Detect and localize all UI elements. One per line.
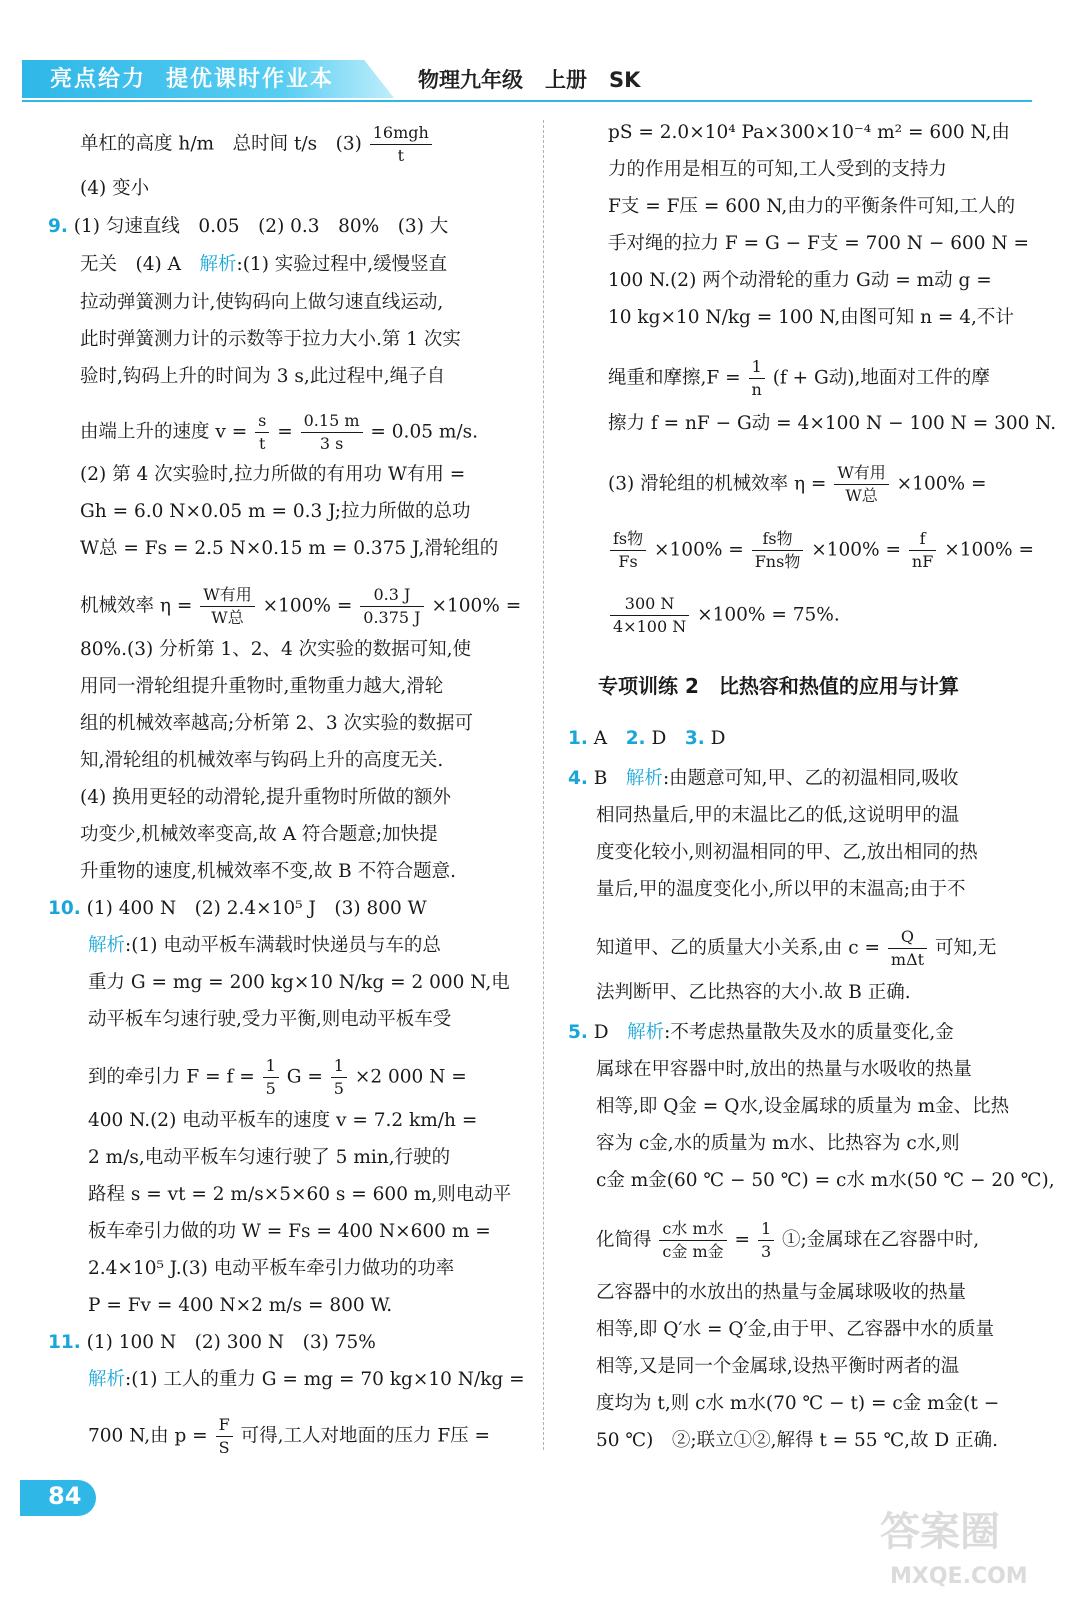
text-line bbox=[88, 1055, 467, 1100]
numerator: 1 bbox=[749, 356, 765, 379]
text: = 0.05 m/s. bbox=[370, 421, 479, 443]
text-line: 10 kg×10 N/kg = 100 N,由图可知 n = 4,不计 bbox=[608, 307, 1014, 328]
text-line: 手对绳的拉力 F = G − F支 = 700 N − 600 N = bbox=[608, 233, 1030, 254]
header-brand bbox=[50, 62, 334, 93]
text-line: 度变化较小,则初温相同的甲、乙,放出相同的热 bbox=[596, 842, 978, 863]
text-line: 板车牵引力做的功 W = Fs = 400 N×600 m = bbox=[88, 1221, 491, 1242]
answer: B bbox=[593, 768, 608, 789]
text-line: 力的作用是相互的可知,工人受到的支持力 bbox=[608, 159, 947, 180]
text-line: 2.4×10⁵ J.(3) 电动平板车牵引力做功的功率 bbox=[88, 1258, 455, 1279]
text-line: (4) 换用更轻的动滑轮,提升重物时所做的额外 bbox=[80, 787, 451, 808]
numerator: c水 m水 bbox=[659, 1218, 726, 1241]
text-line: 擦力 f = nF − G动 = 4×100 N − 100 N = 300 N. bbox=[608, 413, 1057, 434]
text-line: 功变少,机械效率变高,故 A 符合题意;加快提 bbox=[80, 824, 438, 845]
text-line: 2 m/s,电动平板车匀速行驶了 5 min,行驶的 bbox=[88, 1147, 451, 1168]
page-number: 84 bbox=[48, 1482, 82, 1510]
numerator: 300 N bbox=[610, 593, 689, 616]
text-line: 验时,钩码上升的时间为 3 s,此过程中,绳子自 bbox=[80, 366, 446, 387]
text: 机械效率 η = bbox=[80, 595, 193, 617]
denominator: 3 bbox=[760, 1242, 772, 1261]
text-line bbox=[88, 931, 441, 961]
column-divider bbox=[543, 120, 544, 1450]
fraction bbox=[216, 1414, 233, 1459]
text-line bbox=[608, 593, 840, 638]
fraction bbox=[758, 1218, 774, 1263]
text-line: 相等,又是同一个金属球,设热平衡时两者的温 bbox=[596, 1356, 960, 1377]
fraction bbox=[610, 593, 689, 638]
numerator: 16mgh bbox=[370, 122, 432, 145]
numerator: s bbox=[255, 410, 269, 433]
text-line bbox=[608, 528, 1034, 573]
denominator: Fns物 bbox=[754, 552, 801, 571]
text: ×100% = bbox=[654, 539, 744, 561]
fraction bbox=[331, 1055, 347, 1100]
edition-label: SK bbox=[609, 68, 641, 92]
numerator: f bbox=[909, 528, 936, 551]
text: (1) 匀速直线 0.05 (2) 0.3 80% (3) 大 bbox=[73, 216, 449, 237]
analysis-label: 解析 bbox=[199, 254, 237, 275]
answer: D bbox=[593, 1022, 609, 1043]
question-4-line bbox=[568, 764, 958, 794]
numerator: 0.3 J bbox=[360, 584, 423, 607]
text-line bbox=[88, 1365, 525, 1395]
text-line: 知,滑轮组的机械效率与钩码上升的高度无关. bbox=[80, 750, 444, 771]
text: = bbox=[277, 421, 293, 443]
question-number: 3. bbox=[684, 728, 705, 749]
denominator: Fs bbox=[618, 552, 638, 571]
text-line: (4) 变小 bbox=[80, 178, 150, 199]
fraction bbox=[263, 1055, 279, 1100]
denominator: c金 m金 bbox=[662, 1242, 724, 1261]
fraction bbox=[909, 528, 936, 573]
text: (3) 滑轮组的机械效率 η = bbox=[608, 473, 827, 495]
denominator: 0.375 J bbox=[363, 608, 421, 627]
analysis-label: 解析 bbox=[88, 1369, 126, 1390]
page-header bbox=[0, 0, 1072, 104]
text: :不考虑热量散失及水的质量变化,金 bbox=[664, 1022, 954, 1043]
text: G = bbox=[286, 1066, 323, 1088]
text-line: W总 = Fs = 2.5 N×0.15 m = 0.375 J,滑轮组的 bbox=[80, 538, 499, 559]
text-line: 相等,即 Q金 = Q水,设金属球的质量为 m金、比热 bbox=[596, 1096, 1010, 1117]
question-number: 5. bbox=[568, 1022, 588, 1043]
question-11-line bbox=[48, 1328, 376, 1358]
denominator: t bbox=[397, 146, 404, 165]
text: (f + G动),地面对工件的摩 bbox=[772, 367, 990, 389]
fraction bbox=[659, 1218, 726, 1263]
text: ①;金属球在乙容器中时, bbox=[782, 1229, 980, 1251]
text: 绳重和摩擦,F = bbox=[608, 367, 741, 389]
watermark-text: 答案圈 bbox=[880, 1509, 1000, 1555]
denominator: nF bbox=[911, 552, 934, 571]
text-line bbox=[80, 122, 434, 167]
numerator: Q bbox=[888, 926, 927, 949]
analysis-label: 解析 bbox=[625, 768, 663, 789]
analysis-label: 解析 bbox=[88, 935, 126, 956]
text-line bbox=[80, 410, 478, 455]
answer: D bbox=[710, 728, 726, 749]
text-line: 动平板车匀速行驶,受力平衡,则电动平板车受 bbox=[88, 1009, 452, 1030]
denominator: 5 bbox=[333, 1079, 344, 1098]
text: 知道甲、乙的质量大小关系,由 c = bbox=[596, 937, 881, 959]
fraction bbox=[360, 584, 423, 629]
text: ×100% = 75%. bbox=[697, 604, 840, 626]
numerator: fs物 bbox=[610, 528, 646, 551]
watermark-logo bbox=[870, 1495, 1050, 1595]
text-line: pS = 2.0×10⁴ Pa×300×10⁻⁴ m² = 600 N,由 bbox=[608, 122, 1010, 143]
denominator: 4×100 N bbox=[613, 617, 687, 636]
text: 700 N,由 p = bbox=[88, 1425, 208, 1447]
text-line: 属球在甲容器中时,放出的热量与水吸收的热量 bbox=[596, 1059, 972, 1080]
header-subject bbox=[418, 64, 662, 94]
brand-subtitle: 提优课时作业本 bbox=[166, 67, 335, 92]
numerator: 1 bbox=[758, 1218, 774, 1241]
fraction bbox=[370, 122, 432, 167]
text: (1) 400 N (2) 2.4×10⁵ J (3) 800 W bbox=[86, 898, 427, 919]
denominator: 3 s bbox=[319, 434, 344, 453]
fraction bbox=[255, 410, 269, 455]
text-line: 用同一滑轮组提升重物时,重物重力越大,滑轮 bbox=[80, 676, 444, 697]
text-line: (2) 第 4 次实验时,拉力所做的有用功 W有用 = bbox=[80, 464, 466, 485]
text-line: F支 = F压 = 600 N,由力的平衡条件可知,工人的 bbox=[608, 196, 1016, 217]
section-title: 专项训练 2 比热容和热值的应用与计算 bbox=[598, 674, 959, 698]
header-rule bbox=[22, 100, 1032, 102]
brand-title: 亮点给力 bbox=[50, 67, 147, 92]
question-number: 2. bbox=[625, 728, 646, 749]
text: :由题意可知,甲、乙的初温相同,吸收 bbox=[662, 768, 959, 789]
text: 单杠的高度 bbox=[80, 133, 173, 155]
fraction bbox=[834, 462, 888, 507]
text-line: 组的机械效率越高;分析第 2、3 次实验的数据可 bbox=[80, 713, 474, 734]
denominator: W总 bbox=[211, 608, 244, 627]
numerator: F bbox=[216, 1414, 233, 1437]
text-line: Gh = 6.0 N×0.05 m = 0.3 J;拉力所做的总功 bbox=[80, 501, 471, 522]
answers-1-3-line bbox=[568, 724, 725, 754]
fraction bbox=[888, 926, 927, 971]
numerator: 0.15 m bbox=[301, 410, 363, 433]
denominator: mΔt bbox=[890, 950, 925, 969]
text: 无关 (4) A bbox=[80, 254, 181, 275]
text: :(1) 实验过程中,缓慢竖直 bbox=[236, 254, 448, 275]
text: ×100% = bbox=[811, 539, 901, 561]
numerator: W有用 bbox=[834, 462, 888, 485]
text: 由端上升的速度 v = bbox=[80, 421, 248, 443]
text-line: 度均为 t,则 c水 m水(70 ℃ − t) = c金 m金(t − bbox=[596, 1393, 1000, 1414]
text-line: 相同热量后,甲的末温比乙的低,这说明甲的温 bbox=[596, 805, 960, 826]
text-line: 法判断甲、乙比热容的大小.故 B 正确. bbox=[596, 982, 911, 1003]
text-line bbox=[80, 584, 521, 629]
text: ×2 000 N = bbox=[354, 1066, 467, 1088]
question-number: 9. bbox=[48, 216, 68, 237]
numerator: W有用 bbox=[200, 584, 254, 607]
text-line: 50 ℃) ②;联立①②,解得 t = 55 ℃,故 D 正确. bbox=[596, 1430, 998, 1451]
text: ×100% = bbox=[262, 595, 353, 617]
text: ×100% = bbox=[896, 473, 987, 495]
text: 化简得 bbox=[596, 1229, 652, 1251]
text-line: 拉动弹簧测力计,使钩码向上做匀速直线运动, bbox=[80, 292, 444, 313]
text: (1) 100 N (2) 300 N (3) 75% bbox=[86, 1332, 376, 1353]
question-9-line bbox=[48, 212, 448, 242]
text-line: 量后,甲的温度变化小,所以甲的末温高;由于不 bbox=[596, 879, 966, 900]
text: :(1) 电动平板车满载时快递员与车的总 bbox=[125, 935, 441, 956]
text-line: c金 m金(60 ℃ − 50 ℃) = c水 m水(50 ℃ − 20 ℃), bbox=[596, 1170, 1055, 1191]
text: = bbox=[734, 1229, 751, 1251]
text-line: 路程 s = vt = 2 m/s×5×60 s = 600 m,则电动平 bbox=[88, 1184, 512, 1205]
fraction bbox=[749, 356, 765, 401]
text-line: 容为 c金,水的质量为 m水、比热容为 c水,则 bbox=[596, 1133, 960, 1154]
text-line: 乙容器中的水放出的热量与金属球吸收的热量 bbox=[596, 1282, 967, 1303]
numerator: fs物 bbox=[752, 528, 804, 551]
text-line: 重力 G = mg = 200 kg×10 N/kg = 2 000 N,电 bbox=[88, 972, 510, 993]
numerator: 1 bbox=[331, 1055, 347, 1078]
watermark-url: MXQE.COM bbox=[890, 1564, 1028, 1589]
text-line bbox=[596, 1218, 979, 1263]
fraction bbox=[200, 584, 254, 629]
text-line bbox=[596, 926, 996, 971]
text-line: 升重物的速度,机械效率不变,故 B 不符合题意. bbox=[80, 861, 456, 882]
text: :(1) 工人的重力 G = mg = 70 kg×10 N/kg = bbox=[125, 1369, 525, 1390]
text-line: 相等,即 Q′水 = Q′金,由于甲、乙容器中水的质量 bbox=[596, 1319, 995, 1340]
question-5-line bbox=[568, 1018, 954, 1048]
denominator: W总 bbox=[845, 486, 878, 505]
denominator: S bbox=[218, 1438, 230, 1457]
question-number: 1. bbox=[568, 728, 588, 749]
text-line bbox=[88, 1414, 490, 1459]
question-10-line bbox=[48, 894, 427, 924]
text-line: 80%.(3) 分析第 1、2、4 次实验的数据可知,使 bbox=[80, 639, 472, 660]
text-line: 此时弹簧测力计的示数等于拉力大小.第 1 次实 bbox=[80, 329, 461, 350]
denominator: 5 bbox=[265, 1079, 276, 1098]
text: 可知,无 bbox=[934, 937, 997, 959]
answer: D bbox=[651, 728, 667, 749]
text-line bbox=[608, 462, 986, 507]
question-number: 11. bbox=[48, 1332, 81, 1353]
fraction bbox=[610, 528, 646, 573]
subject-label: 物理九年级 bbox=[418, 68, 523, 92]
volume-label: 上册 bbox=[545, 68, 587, 92]
question-number: 10. bbox=[48, 898, 81, 919]
question-number: 4. bbox=[568, 768, 588, 789]
fraction bbox=[301, 410, 363, 455]
text: ×100% = bbox=[944, 539, 1034, 561]
text-line: 100 N.(2) 两个动滑轮的重力 G动 = m动 g = bbox=[608, 270, 992, 291]
text: ×100% = bbox=[431, 595, 522, 617]
text: h/m 总时间 t/s (3) bbox=[178, 133, 362, 155]
text: 到的牵引力 F = f = bbox=[88, 1066, 255, 1088]
text-line bbox=[608, 356, 990, 401]
text: 可得,工人对地面的压力 F压 = bbox=[240, 1425, 491, 1447]
text-line: 400 N.(2) 电动平板车的速度 v = 7.2 km/h = bbox=[88, 1110, 478, 1131]
denominator: t bbox=[259, 434, 266, 453]
text-line: P = Fv = 400 N×2 m/s = 800 W. bbox=[88, 1295, 393, 1316]
answer: A bbox=[593, 728, 608, 749]
text-line bbox=[80, 250, 447, 280]
denominator: n bbox=[751, 380, 762, 399]
analysis-label: 解析 bbox=[627, 1022, 665, 1043]
numerator: 1 bbox=[263, 1055, 279, 1078]
fraction bbox=[752, 528, 804, 573]
